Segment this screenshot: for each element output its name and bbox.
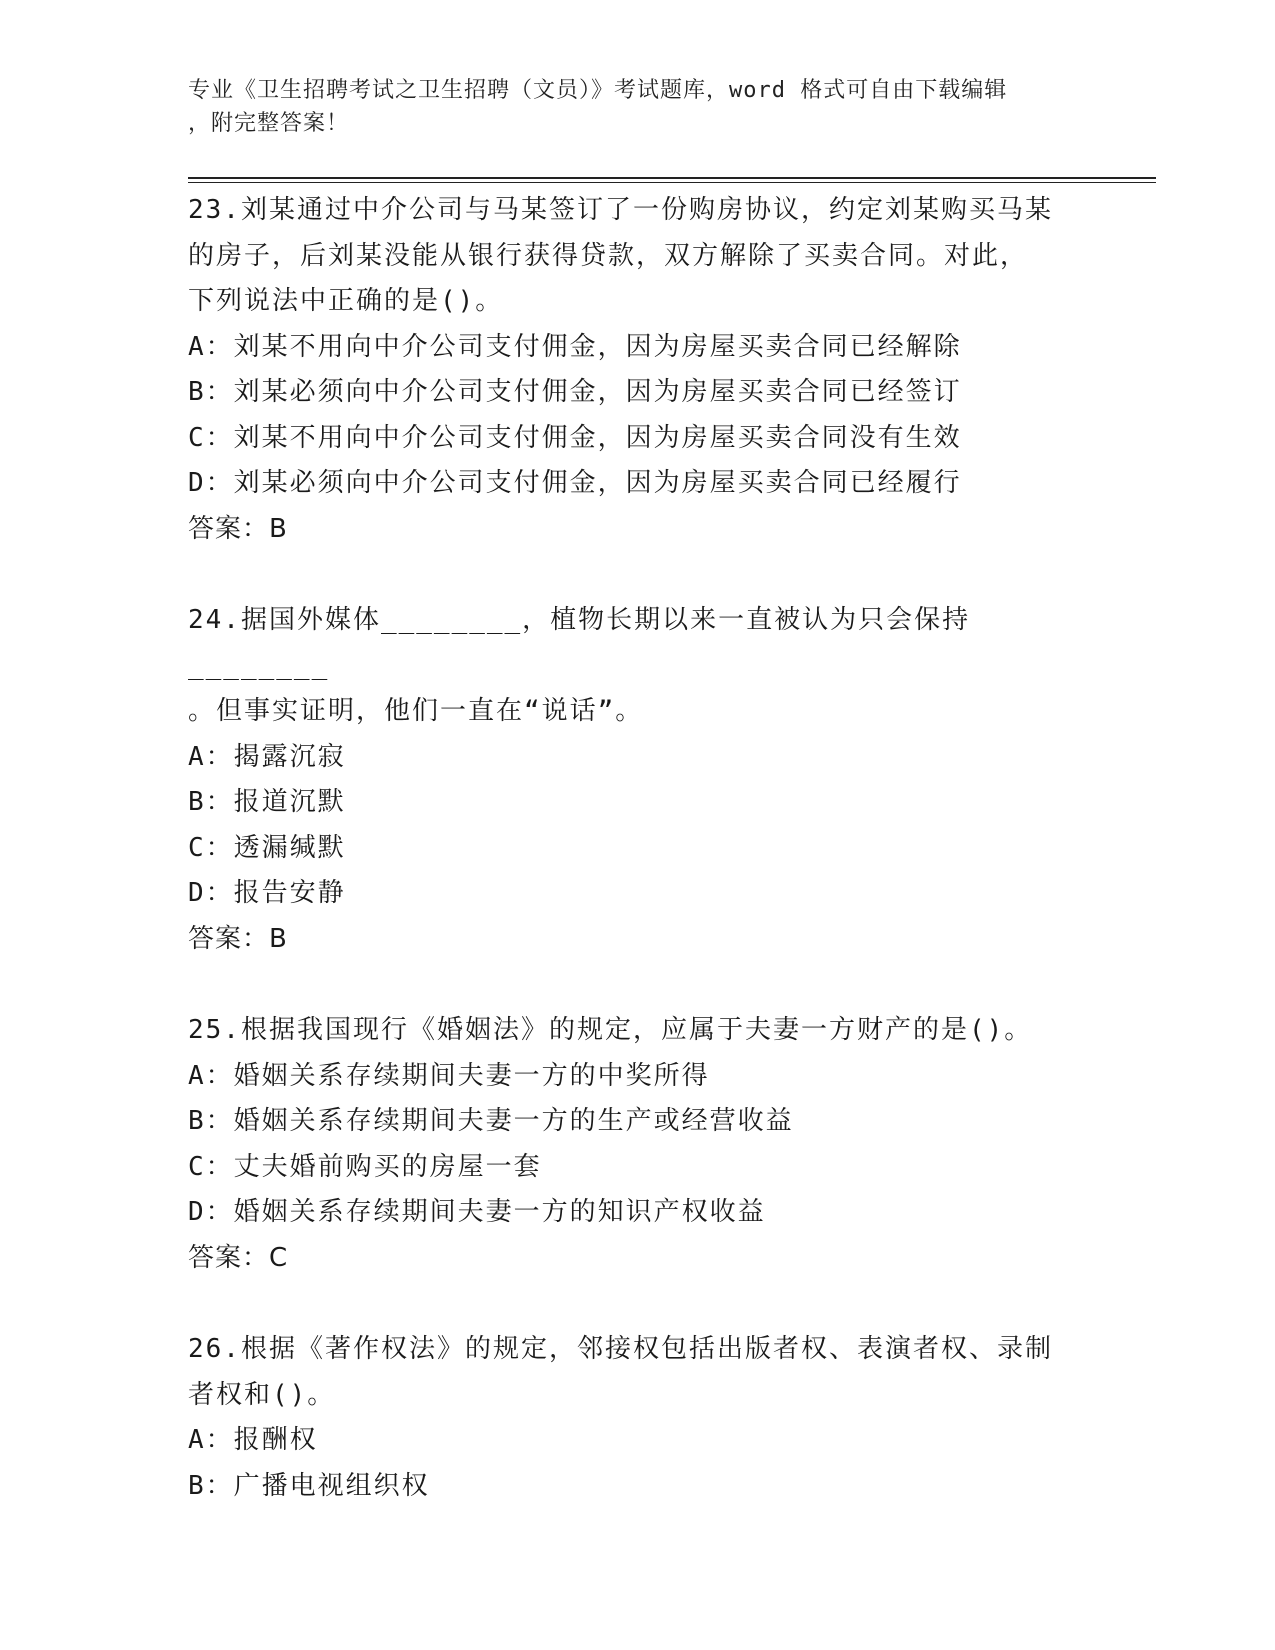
option-b: B：报道沉默 <box>188 787 346 817</box>
option-c: C：刘某不用向中介公司支付佣金，因为房屋买卖合同没有生效 <box>188 422 962 453</box>
option-a: A：揭露沉寂 <box>188 741 346 772</box>
answer-line: 答案：C <box>188 1242 289 1273</box>
question-stem-line: 23.刘某通过中介公司与马某签订了一份购房协议，约定刘某购买马某 <box>188 195 1053 225</box>
header-line-2: ，附完整答案！ <box>188 111 350 136</box>
option-b: B：刘某必须向中介公司支付佣金，因为房屋买卖合同已经签订 <box>188 377 962 407</box>
question-stem-line: 25.根据我国现行《婚姻法》的规定，应属于夫妻一方财产的是()。 <box>188 1015 1033 1045</box>
question-25 <box>188 1008 1088 1281</box>
option-c: C：透漏缄默 <box>188 832 346 863</box>
document-header <box>188 74 1088 140</box>
option-d: D：报告安静 <box>188 878 346 908</box>
option-d: D：刘某必须向中介公司支付佣金，因为房屋买卖合同已经履行 <box>188 468 962 498</box>
header-divider-thin <box>188 182 1156 183</box>
option-a: A：报酬权 <box>188 1425 318 1455</box>
question-26 <box>188 1327 1088 1509</box>
question-23 <box>188 188 1088 552</box>
question-stem-line: 的房子，后刘某没能从银行获得贷款，双方解除了买卖合同。对此， <box>188 240 1029 271</box>
question-stem-line: 者权和()。 <box>188 1379 336 1410</box>
question-stem-line: 下列说法中正确的是()。 <box>188 286 504 316</box>
question-list <box>188 188 1088 1555</box>
header-line-1: 专业《卫生招聘考试之卫生招聘（文员）》考试题库，word 格式可自由下载编辑 <box>188 78 1008 103</box>
option-c: C：丈夫婚前购买的房屋一套 <box>188 1151 542 1182</box>
option-b: B：广播电视组织权 <box>188 1470 430 1501</box>
answer-line: 答案：B <box>188 923 288 954</box>
question-stem-line: 26.根据《著作权法》的规定，邻接权包括出版者权、表演者权、录制 <box>188 1334 1053 1364</box>
option-d: D：婚姻关系存续期间夫妻一方的知识产权收益 <box>188 1197 766 1227</box>
question-stem-line: 24.据国外媒体________，植物长期以来一直被认为只会保持________ <box>188 605 971 681</box>
question-24 <box>188 598 1088 962</box>
question-stem-line: 。但事实证明，他们一直在“说话”。 <box>188 696 644 726</box>
answer-line: 答案：B <box>188 513 288 544</box>
header-divider-thick <box>188 177 1156 179</box>
option-a: A：刘某不用向中介公司支付佣金，因为房屋买卖合同已经解除 <box>188 331 962 362</box>
option-b: B：婚姻关系存续期间夫妻一方的生产或经营收益 <box>188 1106 794 1136</box>
option-a: A：婚姻关系存续期间夫妻一方的中奖所得 <box>188 1060 710 1091</box>
